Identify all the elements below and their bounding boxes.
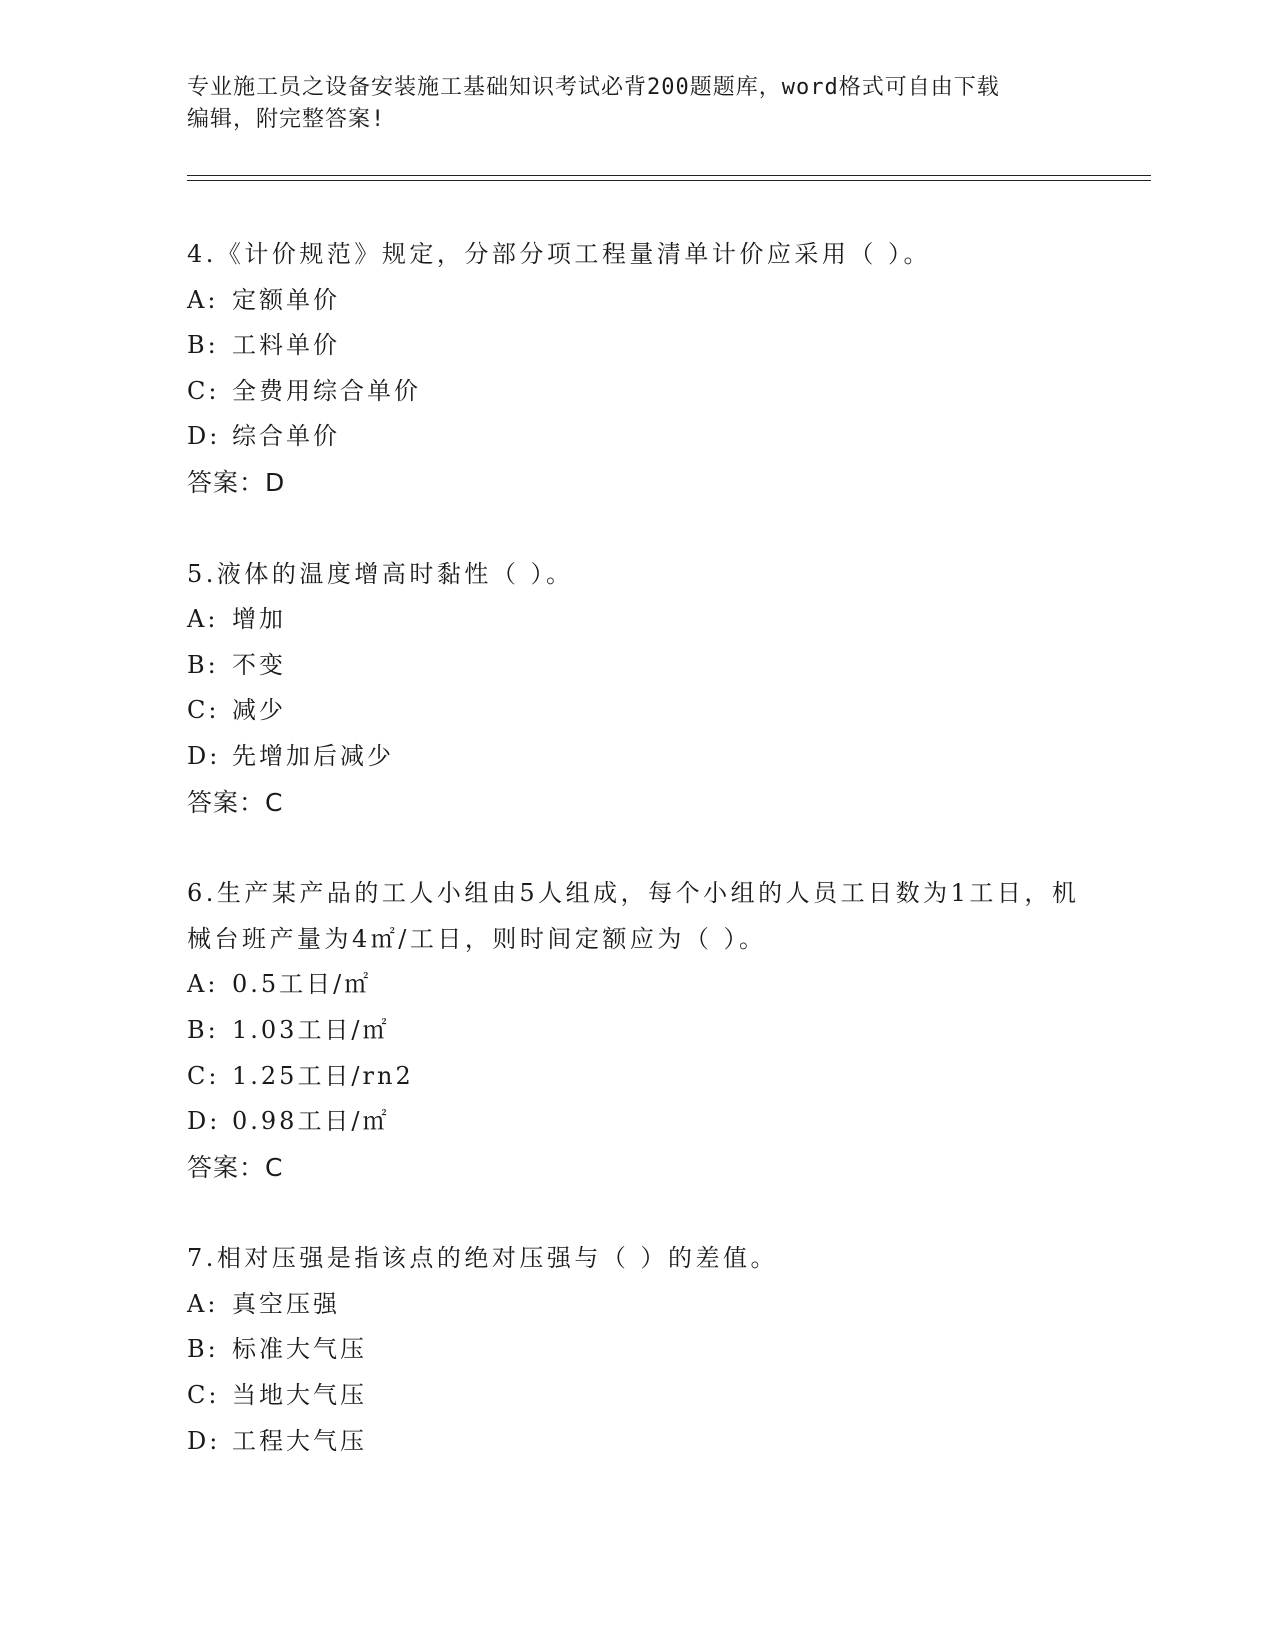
option-row	[187, 323, 1087, 369]
option-text: 0.98工日/㎡	[232, 1107, 390, 1136]
option-label: B:	[187, 1335, 219, 1364]
option-label: C:	[187, 696, 220, 725]
option-text: 真空压强	[232, 1289, 340, 1318]
option-label: D:	[187, 1107, 221, 1136]
question-item	[187, 871, 1087, 1190]
option-row	[187, 597, 1087, 643]
question-item	[187, 1236, 1087, 1464]
option-row	[187, 414, 1087, 460]
option-text: 标准大气压	[232, 1335, 367, 1364]
option-row	[187, 643, 1087, 689]
option-label: A:	[187, 605, 219, 634]
option-text: 工程大气压	[232, 1426, 367, 1455]
header-divider-bottom	[187, 180, 1151, 181]
option-text: 1.25工日/rn2	[232, 1061, 414, 1090]
option-label: A:	[187, 1289, 219, 1318]
option-text: 1.03工日/㎡	[232, 1015, 390, 1044]
question-item	[187, 232, 1087, 506]
answer-line: 答案：C	[187, 787, 284, 817]
option-label: D:	[187, 422, 221, 451]
option-text: 当地大气压	[232, 1381, 367, 1410]
option-text: 不变	[232, 650, 286, 679]
option-label: A:	[187, 285, 219, 314]
answer-line: 答案：C	[187, 1152, 284, 1182]
question-stem: 4.《计价规范》规定，分部分项工程量清单计价应采用（ ）。	[187, 240, 932, 268]
document-header	[187, 72, 1067, 136]
option-label: D:	[187, 741, 221, 770]
header-divider-top	[187, 175, 1151, 176]
option-text: 工料单价	[232, 331, 340, 360]
answer-line: 答案：D	[187, 467, 286, 497]
option-row	[187, 1054, 1087, 1100]
option-row	[187, 1373, 1087, 1419]
option-text: 综合单价	[232, 422, 340, 451]
option-text: 定额单价	[232, 285, 340, 314]
option-row	[187, 1282, 1087, 1328]
option-text: 减少	[232, 696, 286, 725]
option-text: 增加	[232, 605, 286, 634]
option-text: 全费用综合单价	[232, 376, 421, 405]
question-stem: 7.相对压强是指该点的绝对压强与（ ）的差值。	[187, 1244, 779, 1273]
question-stem: 6.生产某产品的工人小组由5人组成，每个小组的人员工日数为1工日，机械台班产量为4㎡/工日，则时间定额应为（ ）。	[187, 879, 1080, 953]
option-label: B:	[187, 331, 219, 360]
option-label: C:	[187, 1061, 220, 1090]
header-line-1: 专业施工员之设备安装施工基础知识考试必背200题题库，word格式可自由下载	[187, 75, 1000, 100]
header-line-2: 编辑，附完整答案!	[187, 107, 386, 132]
option-row	[187, 369, 1087, 415]
option-label: C:	[187, 376, 220, 405]
option-text: 先增加后减少	[232, 741, 394, 770]
option-text: 0.5工日/㎡	[232, 970, 372, 999]
option-row	[187, 1099, 1087, 1145]
option-label: C:	[187, 1381, 220, 1410]
option-row	[187, 1419, 1087, 1465]
option-row	[187, 688, 1087, 734]
question-item	[187, 552, 1087, 826]
option-row	[187, 1327, 1087, 1373]
option-row	[187, 1008, 1087, 1054]
question-list	[187, 232, 1087, 1510]
option-row	[187, 734, 1087, 780]
option-label: D:	[187, 1426, 221, 1455]
option-row	[187, 962, 1087, 1008]
question-stem: 5.液体的温度增高时黏性（ ）。	[187, 559, 574, 588]
option-label: B:	[187, 650, 219, 679]
option-row	[187, 278, 1087, 324]
option-label: A:	[187, 970, 219, 999]
option-label: B:	[187, 1015, 219, 1044]
